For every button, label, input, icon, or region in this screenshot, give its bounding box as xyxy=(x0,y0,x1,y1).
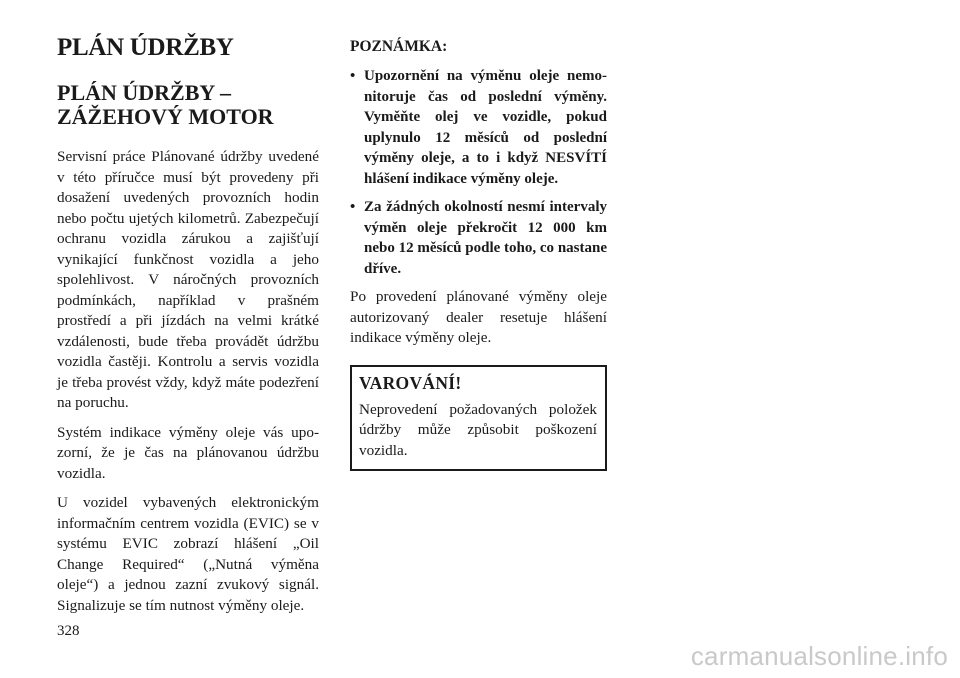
warning-title: VAROVÁNÍ! xyxy=(359,372,462,393)
note-item xyxy=(350,197,607,279)
note-title: POZNÁMKA: xyxy=(350,38,448,55)
section-title-line1: PLÁN ÚDRŽBY – xyxy=(57,80,231,105)
watermark: carmanualsonline.info xyxy=(690,641,948,671)
note-item xyxy=(350,66,607,189)
warning-box xyxy=(350,365,607,472)
paragraph-oil-indicator: Systém indikace výměny oleje vás upozorní, že je čas na plánovanou údržbu vozidla. xyxy=(57,423,319,482)
right-column xyxy=(350,38,607,471)
paragraph-maintenance: Servisní práce Plánované údržby uvedené v této příručce musí být provedeny při dosažení uvedených provozních hodin nebo počtu ujetých kilometrů. Zabezpečují ochranu vozidla zárukou a zajišťují vynikající funkčnost vozidla a jeho spolehlivost. V náročných provozních podmínkách, například v prašném prostředí a při jízdách na velmi krátké vzdálenosti, bude třeba provádět údržbu vozidla častěji. Kontrolu a servis vozidla je třeba provést vždy, když máte podezření na poruchu. xyxy=(57,148,319,411)
note-list xyxy=(350,66,607,279)
section-title xyxy=(57,81,319,129)
note-item-text: Za žádných okolností nesmí intervaly výměn oleje překročit 12 000 km nebo 12 měsíců podle toho, co nastane dříve. xyxy=(364,199,607,277)
note-item-text: Upozornění na výměnu oleje nemonitoruje čas od poslední výměny. Vyměňte olej ve vozidle, pokud uplynulo 12 měsíců od poslední výměny oleje, a to i když NESVÍTÍ hlášení indikace výměny oleje. xyxy=(364,68,607,187)
left-column xyxy=(57,34,319,625)
section-title-line2: ZÁŽEHOVÝ MOTOR xyxy=(57,104,274,129)
page-number: 328 xyxy=(57,623,80,639)
bullet-icon: • xyxy=(350,199,356,215)
paragraph-reset: Po provedení plánované výměny oleje autorizovaný dealer resetuje hlášení indikace výměny oleje. xyxy=(350,288,607,346)
warning-text: Neprovedení požadovaných položek údržby může způsobit poškození vozidla. xyxy=(359,400,597,459)
paragraph-evic: U vozidel vybavených elektronickým informačním centrem vozidla (EVIC) se v systému EVIC zobrazí hlášení „Oil Change Required“ („Nutná výměna oleje“) a jednou zazní zvukový signál. Signalizuje se tím nutnost výměny oleje. xyxy=(57,494,319,614)
page-title: PLÁN ÚDRŽBY xyxy=(57,34,234,61)
bullet-icon: • xyxy=(350,68,356,84)
